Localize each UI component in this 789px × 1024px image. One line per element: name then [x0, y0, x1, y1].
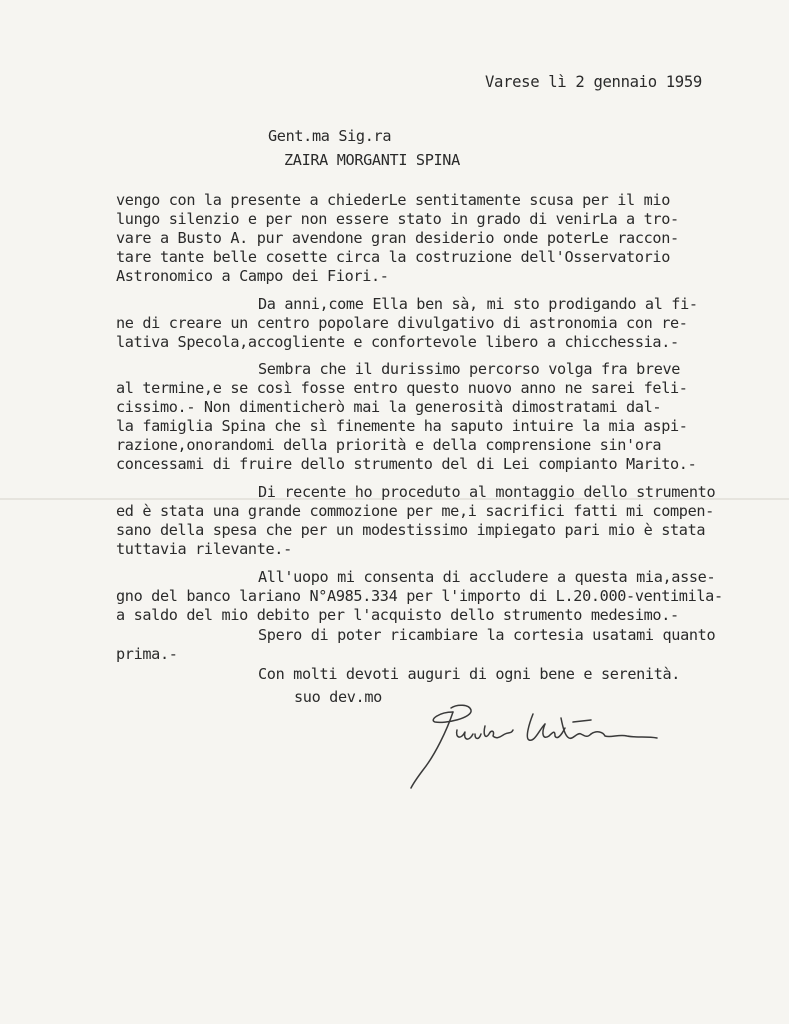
- body-line: sano della spesa che per un modestissimo impiegato pari mio è stata: [116, 521, 706, 539]
- body-line: Sembra che il durissimo percorso volga fra breve: [258, 360, 681, 378]
- body-line: lungo silenzio e per non essere stato in grado di venirLa a tro-: [116, 210, 679, 228]
- letter-recipient: ZAIRA MORGANTI SPINA: [284, 151, 460, 169]
- body-line: prima.-: [116, 645, 178, 663]
- body-line: razione,onorandomi della priorità e della comprensione sin'ora: [116, 436, 662, 454]
- body-line: concessami di fruire dello strumento del di Lei compianto Marito.-: [116, 455, 697, 473]
- letter-salutation: Gent.ma Sig.ra: [268, 127, 392, 145]
- handwritten-signature: [405, 700, 675, 795]
- body-line: vare a Busto A. pur avendone gran desiderio onde poterLe raccon-: [116, 229, 679, 247]
- body-line: gno del banco lariano N°A985.334 per l'importo di L.20.000-ventimila-: [116, 587, 723, 605]
- body-line: Con molti devoti auguri di ogni bene e serenità.: [258, 665, 681, 683]
- body-line: Di recente ho proceduto al montaggio dello strumento: [258, 483, 716, 501]
- letter-date: Varese lì 2 gennaio 1959: [485, 73, 702, 91]
- body-line: ne di creare un centro popolare divulgativo di astronomia con re-: [116, 314, 688, 332]
- body-line: tare tante belle cosette circa la costruzione dell'Osservatorio: [116, 248, 671, 266]
- body-line: ed è stata una grande commozione per me,i sacrifici fatti mi compen-: [116, 502, 714, 520]
- body-line: a saldo del mio debito per l'acquisto dello strumento medesimo.-: [116, 606, 679, 624]
- body-line: vengo con la presente a chiederLe sentitamente scusa per il mio: [116, 191, 671, 209]
- body-line: lativa Specola,accogliente e confortevole libero a chicchessia.-: [116, 333, 679, 351]
- body-line: tuttavia rilevante.-: [116, 540, 292, 558]
- body-line: Da anni,come Ella ben sà, mi sto prodigando al fi-: [258, 295, 698, 313]
- body-line: al termine,e se così fosse entro questo nuovo anno ne sarei feli-: [116, 379, 688, 397]
- body-line: Spero di poter ricambiare la cortesia usatami quanto: [258, 626, 716, 644]
- body-line: la famiglia Spina che sì finemente ha saputo intuire la mia aspi-: [116, 417, 688, 435]
- body-line: Astronomico a Campo dei Fiori.-: [116, 267, 389, 285]
- body-line: All'uopo mi consenta di accludere a questa mia,asse-: [258, 568, 716, 586]
- letter-closing: suo dev.mo: [294, 688, 382, 706]
- body-line: cissimo.- Non dimenticherò mai la generosità dimostratami dal-: [116, 398, 662, 416]
